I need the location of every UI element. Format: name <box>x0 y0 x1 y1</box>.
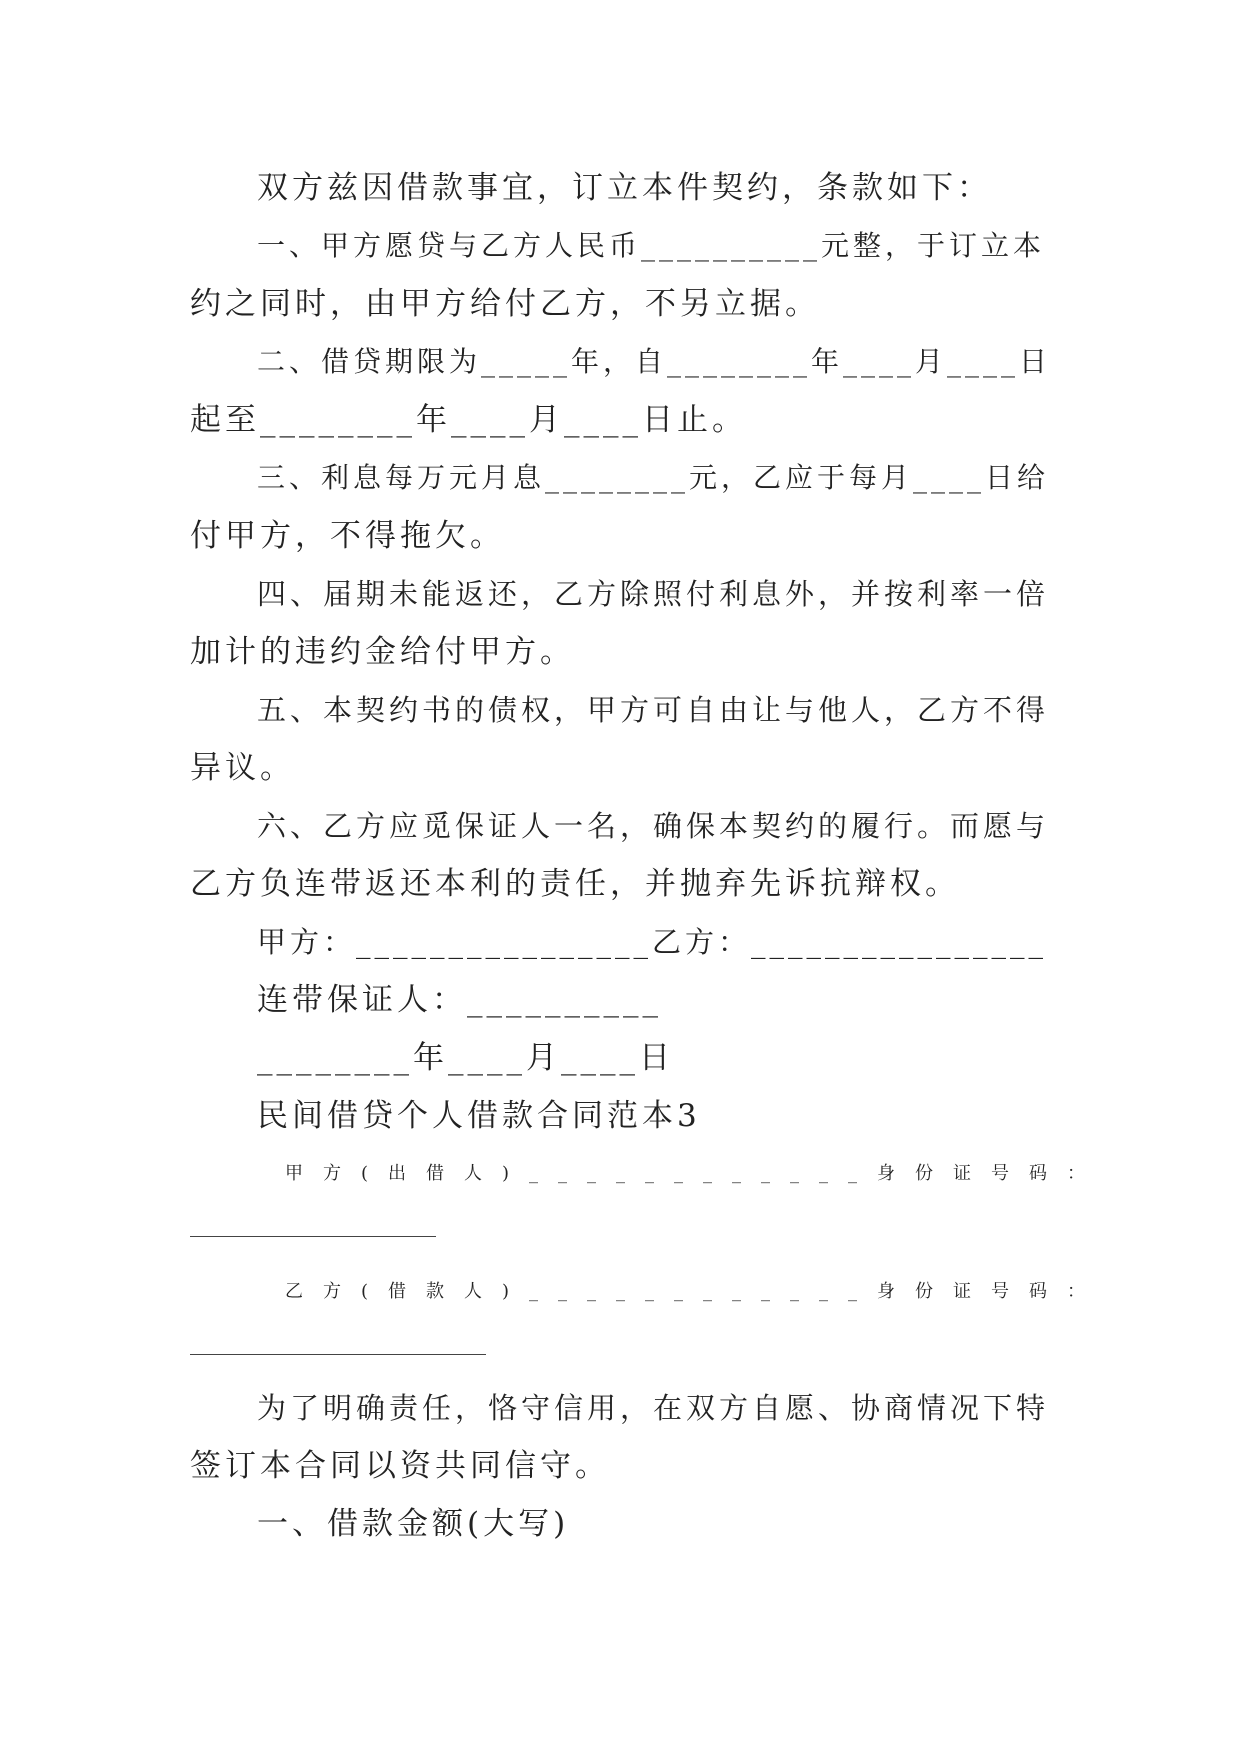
clause-4-line-1: 四、届期未能返还，乙方除照付利息外，并按利率一倍 <box>257 577 1050 611</box>
intro-line: 双方兹因借款事宜，订立本件契约，条款如下： <box>257 170 992 206</box>
clause-3-line-1: 三、利息每万元月息________元，乙应于每月____日给 <box>257 461 1050 494</box>
lender-id-blank <box>190 1236 436 1237</box>
signing-date-line: ________年____月____日 <box>257 1040 674 1076</box>
clause-6-line-1: 六、乙方应觅保证人一名，确保本契约的履行。而愿与 <box>257 809 1050 843</box>
clause-5-line-2: 异议。 <box>190 750 295 786</box>
lender-line: 甲方(出借人)____________身份证号码： <box>285 1163 1106 1184</box>
guarantor-line: 连带保证人：__________ <box>257 982 662 1018</box>
loan-amount-line: 一、借款金额(大写) <box>257 1506 570 1542</box>
clause-2-line-1: 二、借贷期限为_____年，自________年____月____日 <box>257 345 1052 378</box>
clause-1-line-2: 约之同时，由甲方给付乙方，不另立据。 <box>190 286 820 322</box>
signature-parties-line: 甲方：________________乙方：________________ <box>257 925 1048 959</box>
preamble-line-1: 为了明确责任，恪守信用，在双方自愿、协商情况下特 <box>257 1391 1050 1425</box>
clause-3-line-2: 付甲方，不得拖欠。 <box>190 518 505 554</box>
borrower-id-blank <box>190 1354 486 1355</box>
borrower-line: 乙方(借款人)____________身份证号码： <box>285 1281 1106 1302</box>
preamble-line-2: 签订本合同以资共同信守。 <box>190 1448 610 1484</box>
clause-4-line-2: 加计的违约金给付甲方。 <box>190 634 575 670</box>
section-title: 民间借贷个人借款合同范本3 <box>257 1098 701 1134</box>
clause-1-line-1: 一、甲方愿贷与乙方人民币__________元整，于订立本 <box>257 229 1046 262</box>
clause-6-line-2: 乙方负连带返还本利的责任，并抛弃先诉抗辩权。 <box>190 866 960 902</box>
clause-5-line-1: 五、本契约书的债权，甲方可自由让与他人，乙方不得 <box>257 693 1050 727</box>
clause-2-line-2: 起至________年____月____日止。 <box>190 402 747 438</box>
